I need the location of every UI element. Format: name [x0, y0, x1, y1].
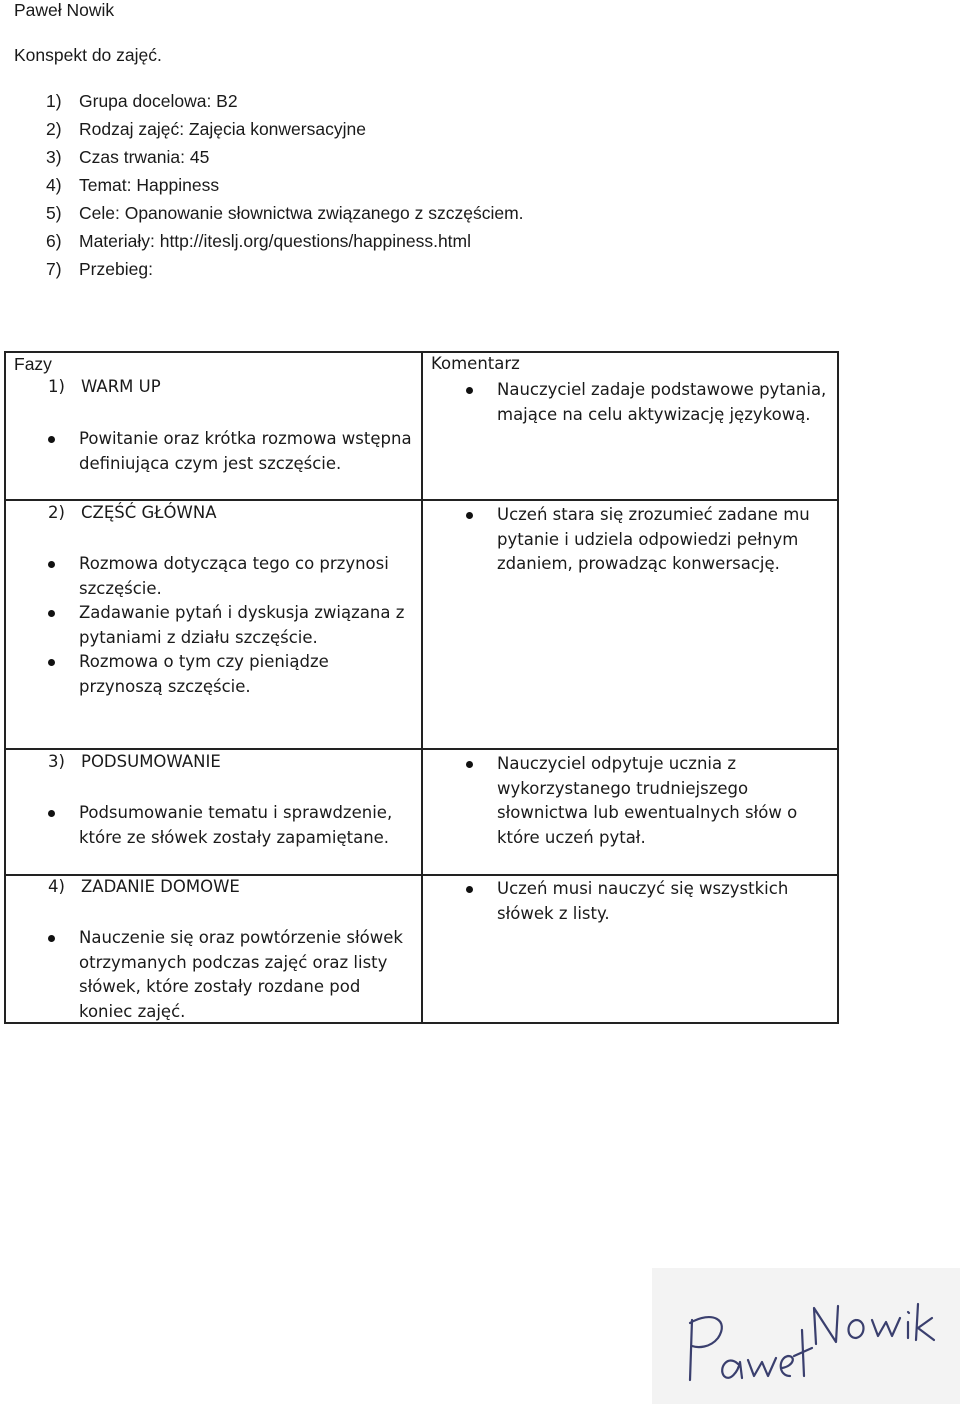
bullet-dot — [48, 810, 55, 817]
phase-bullet-text: Rozmowa o tym czy pieniądze przynoszą szczęście. — [79, 652, 329, 696]
info-number: 4) — [46, 175, 62, 195]
bullet-dot — [48, 935, 55, 942]
phase-bullet-text: Nauczenie się oraz powtórzenie słówek otrzymanych podczas zajęć oraz listy słówek, które zostały rozdane pod koniec zajęć. — [79, 928, 403, 1021]
bullet-dot — [48, 610, 55, 617]
table-column-divider — [421, 351, 423, 1024]
signature-image — [652, 1268, 960, 1404]
comment-bullet-list — [497, 378, 832, 427]
phase-title — [48, 877, 240, 896]
info-text: Cele: Opanowanie słownictwa związanego z szczęściem. — [79, 203, 524, 223]
phase-name: PODSUMOWANIE — [81, 752, 221, 771]
comment-bullet — [497, 877, 797, 926]
bullet-dot — [48, 436, 55, 443]
info-item — [46, 260, 524, 288]
column-header-comment: Komentarz — [431, 354, 520, 373]
info-text: Rodzaj zajęć: Zajęcia konwersacyjne — [79, 119, 366, 139]
info-number: 3) — [46, 147, 62, 167]
info-text: Grupa docelowa: B2 — [79, 91, 238, 111]
info-item — [46, 232, 524, 260]
phase-title — [48, 377, 161, 396]
phase-name: ZADANIE DOMOWE — [81, 877, 240, 896]
comment-bullet — [497, 752, 812, 850]
phase-name: CZĘŚĆ GŁÓWNA — [81, 503, 217, 522]
handwritten-signature — [652, 1268, 960, 1404]
comment-bullet — [497, 503, 817, 577]
phase-number: 3) — [48, 752, 65, 771]
phase-bullet — [79, 427, 419, 476]
phase-bullet — [79, 601, 409, 650]
info-text: Przebieg: — [79, 259, 153, 279]
phase-bullet — [79, 650, 409, 699]
phase-bullet — [79, 801, 409, 850]
info-text: Materiały: http://iteslj.org/questions/happiness.html — [79, 231, 471, 251]
info-number: 2) — [46, 119, 62, 139]
bullet-dot — [48, 561, 55, 568]
phase-number: 2) — [48, 503, 65, 522]
info-item — [46, 120, 524, 148]
bullet-dot — [466, 886, 473, 893]
phase-name: WARM UP — [81, 377, 161, 396]
column-header-phases: Fazy — [14, 354, 52, 374]
bullet-dot — [466, 387, 473, 394]
phase-number: 4) — [48, 877, 65, 896]
author-name: Paweł Nowik — [14, 0, 115, 20]
phase-bullet-list — [79, 926, 414, 1024]
lesson-plan-table — [4, 351, 839, 1024]
phase-bullet-list — [79, 801, 409, 850]
phase-title — [48, 752, 221, 771]
comment-text: Uczeń musi nauczyć się wszystkich słówek z listy. — [497, 879, 789, 923]
phase-bullet-list — [79, 552, 409, 699]
info-text: Temat: Happiness — [79, 175, 220, 195]
phase-bullet-list — [79, 427, 419, 476]
comment-text: Uczeń stara się zrozumieć zadane mu pytanie i udziela odpowiedzi pełnym zdaniem, prowadząc konwersację. — [497, 505, 810, 573]
phase-bullet — [79, 926, 414, 1024]
info-item — [46, 176, 524, 204]
bullet-dot — [48, 659, 55, 666]
info-number: 6) — [46, 231, 62, 251]
phase-title — [48, 503, 216, 522]
phase-bullet — [79, 552, 409, 601]
info-item — [46, 204, 524, 232]
info-number: 1) — [46, 91, 62, 111]
phase-number: 1) — [48, 377, 65, 396]
comment-text: Nauczyciel odpytuje ucznia z wykorzystanego trudniejszego słownictwa lub ewentualnych słów o które uczeń pytał. — [497, 754, 798, 847]
comment-bullet-list — [497, 752, 812, 850]
info-item — [46, 148, 524, 176]
phase-bullet-text: Powitanie oraz krótka rozmowa wstępna definiująca czym jest szczęście. — [79, 429, 412, 473]
bullet-dot — [466, 761, 473, 768]
info-item — [46, 92, 524, 120]
comment-bullet-list — [497, 503, 817, 577]
bullet-dot — [466, 512, 473, 519]
table-border-right — [837, 351, 839, 1024]
comment-text: Nauczyciel zadaje podstawowe pytania, mające na celu aktywizację językową. — [497, 380, 827, 424]
table-border-left — [4, 351, 6, 1024]
phase-bullet-text: Zadawanie pytań i dyskusja związana z pytaniami z działu szczęście. — [79, 603, 405, 647]
phase-bullet-text: Podsumowanie tematu i sprawdzenie, które ze słówek zostały zapamiętane. — [79, 803, 393, 847]
document-subtitle: Konspekt do zajęć. — [14, 45, 162, 65]
lesson-info-list — [46, 92, 524, 288]
info-number: 7) — [46, 259, 62, 279]
comment-bullet — [497, 378, 832, 427]
info-text: Czas trwania: 45 — [79, 147, 210, 167]
phase-bullet-text: Rozmowa dotycząca tego co przynosi szczęście. — [79, 554, 389, 598]
info-number: 5) — [46, 203, 62, 223]
comment-bullet-list — [497, 877, 797, 926]
